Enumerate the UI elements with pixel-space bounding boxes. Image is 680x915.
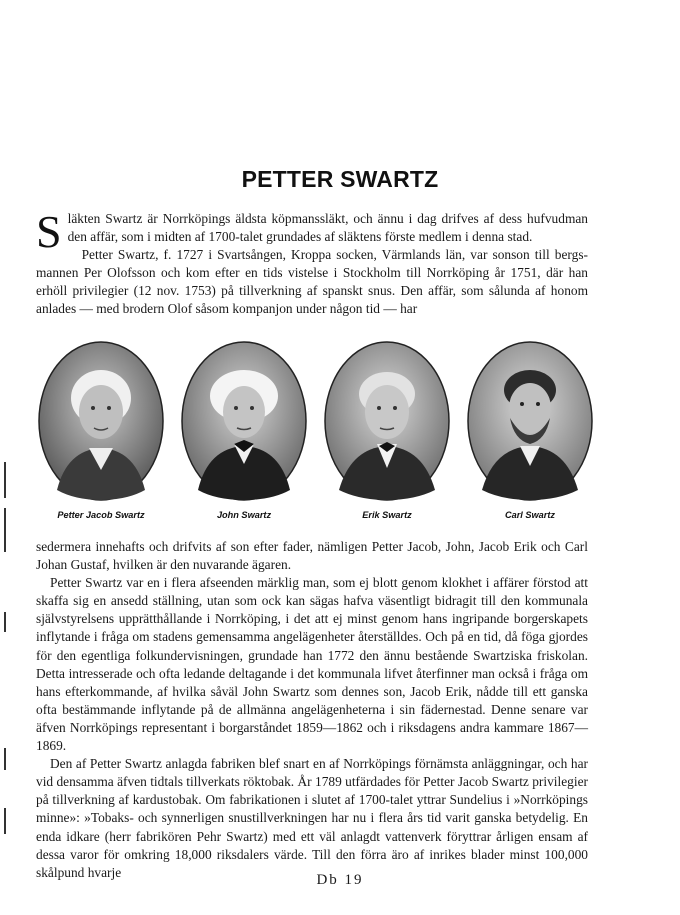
portrait-petter-jacob [36, 340, 166, 520]
portrait-icon [466, 340, 594, 502]
body-text [36, 538, 588, 882]
portrait-carl [465, 340, 595, 520]
drop-cap: S [36, 206, 62, 257]
portrait-icon [37, 340, 165, 502]
margin-mark [4, 508, 6, 552]
portrait-caption: Erik Swartz [362, 510, 412, 520]
margin-mark [4, 748, 6, 770]
margin-mark [4, 462, 6, 498]
portrait-john [179, 340, 309, 520]
intro-paragraph-1 [36, 206, 588, 257]
body-paragraph-2: Petter Swartz var en i flera afseenden märklig man, som ej blott genom klokhet i affärer förstod att skaffa sig en ansedd ställning, utan som ock kan sägas hafva väsentligt bidragit till den kommunala självstyrelsens upprätthållande i Norrköping, i det att ej minst genom hans ingripande borgerskapets inflytande i fråga om stadens gemensamma angelägenheter återställdes. Och på en tid, då föga gjordes för den egentliga folkundervisningen, grundade han 1772 den ännu bestående Swartziska friskolan. Detta intresserade och ofta ledande deltagande i det kommunala lifvet återfinner man också i fråga om hans efterkommande, af hvilka såväl John Swartz som dennes son, Jacob Erik, nådde till ett ganska ofta bestämmande inflytande på de allmänna angelägenheterna i sin fädernestad. Denne senare var äfven Norrköpings representant i borgarståndet 1859—1862 och i riksdagens andra kammare 1867—1869. [36, 575, 588, 754]
page-signature: Db 19 [316, 872, 364, 888]
portrait-caption: Petter Jacob Swartz [57, 510, 145, 520]
portrait-caption: John Swartz [216, 510, 272, 520]
body-paragraph-3: Den af Petter Swartz anlagda fabriken blef snart en af Norrköpings förnämsta anläggningar, och har vid densamma äfven tidtals tillverkats röktobak. År 1789 utfärdades för Petter Jacob Swartz privilegier på tillverkning af kardustobak. Om fabrikationen i slutet af 1700-talet yttrar Sundelius i »Norrköpings minne»: »Tobaks- och synnerligen snustillverkningen har nu i flera års tid varit ganska betydelig. En enda idkare (herr fabrikören Pehr Swartz) med ett väl anlagdt vattenverk föryttrar årligen ensam af dessa varor för omkring 18,000 riksdalers värde. Till den förra äro af inrikes blader minst 100,000 skålpund hvarje [36, 756, 588, 880]
portrait-icon [323, 340, 451, 502]
intro-paragraph-1-text: läkten Swartz är Norrköpings äldsta köpmanssläkt, och ännu i dag drifves af dess hufvudman den affär, som i midten af 1700-talet grundades af släktens förste medlem i denna stad. [67, 211, 588, 245]
portrait-row [36, 340, 596, 535]
body-paragraph-1: sedermera innehafts och drifvits af son efter fader, nämligen Petter Jacob, John, Jacob Erik och Carl Johan Gustaf, hvilken är den nuvarande ägaren. [36, 539, 588, 573]
portrait-icon [180, 340, 308, 502]
margin-mark [4, 808, 6, 834]
page-title: PETTER SWARTZ [241, 166, 439, 192]
portrait-erik [322, 340, 452, 520]
margin-mark [4, 612, 6, 632]
intro-text [36, 206, 588, 319]
intro-paragraph-2: Petter Swartz, f. 1727 i Svartsången, Kroppa socken, Värmlands län, var sonson till bergsmannen Per Olofsson och kom efter en tids vistelse i Stockholm till Norrköping år 1751, där han erhöll privilegier (12 nov. 1753) på tillverkning af spanskt snus. Den affär, som sålunda af honom anlades — med brodern Olof såsom kompanjon under någon tid — har [36, 247, 588, 317]
portrait-caption: Carl Swartz [504, 510, 556, 520]
